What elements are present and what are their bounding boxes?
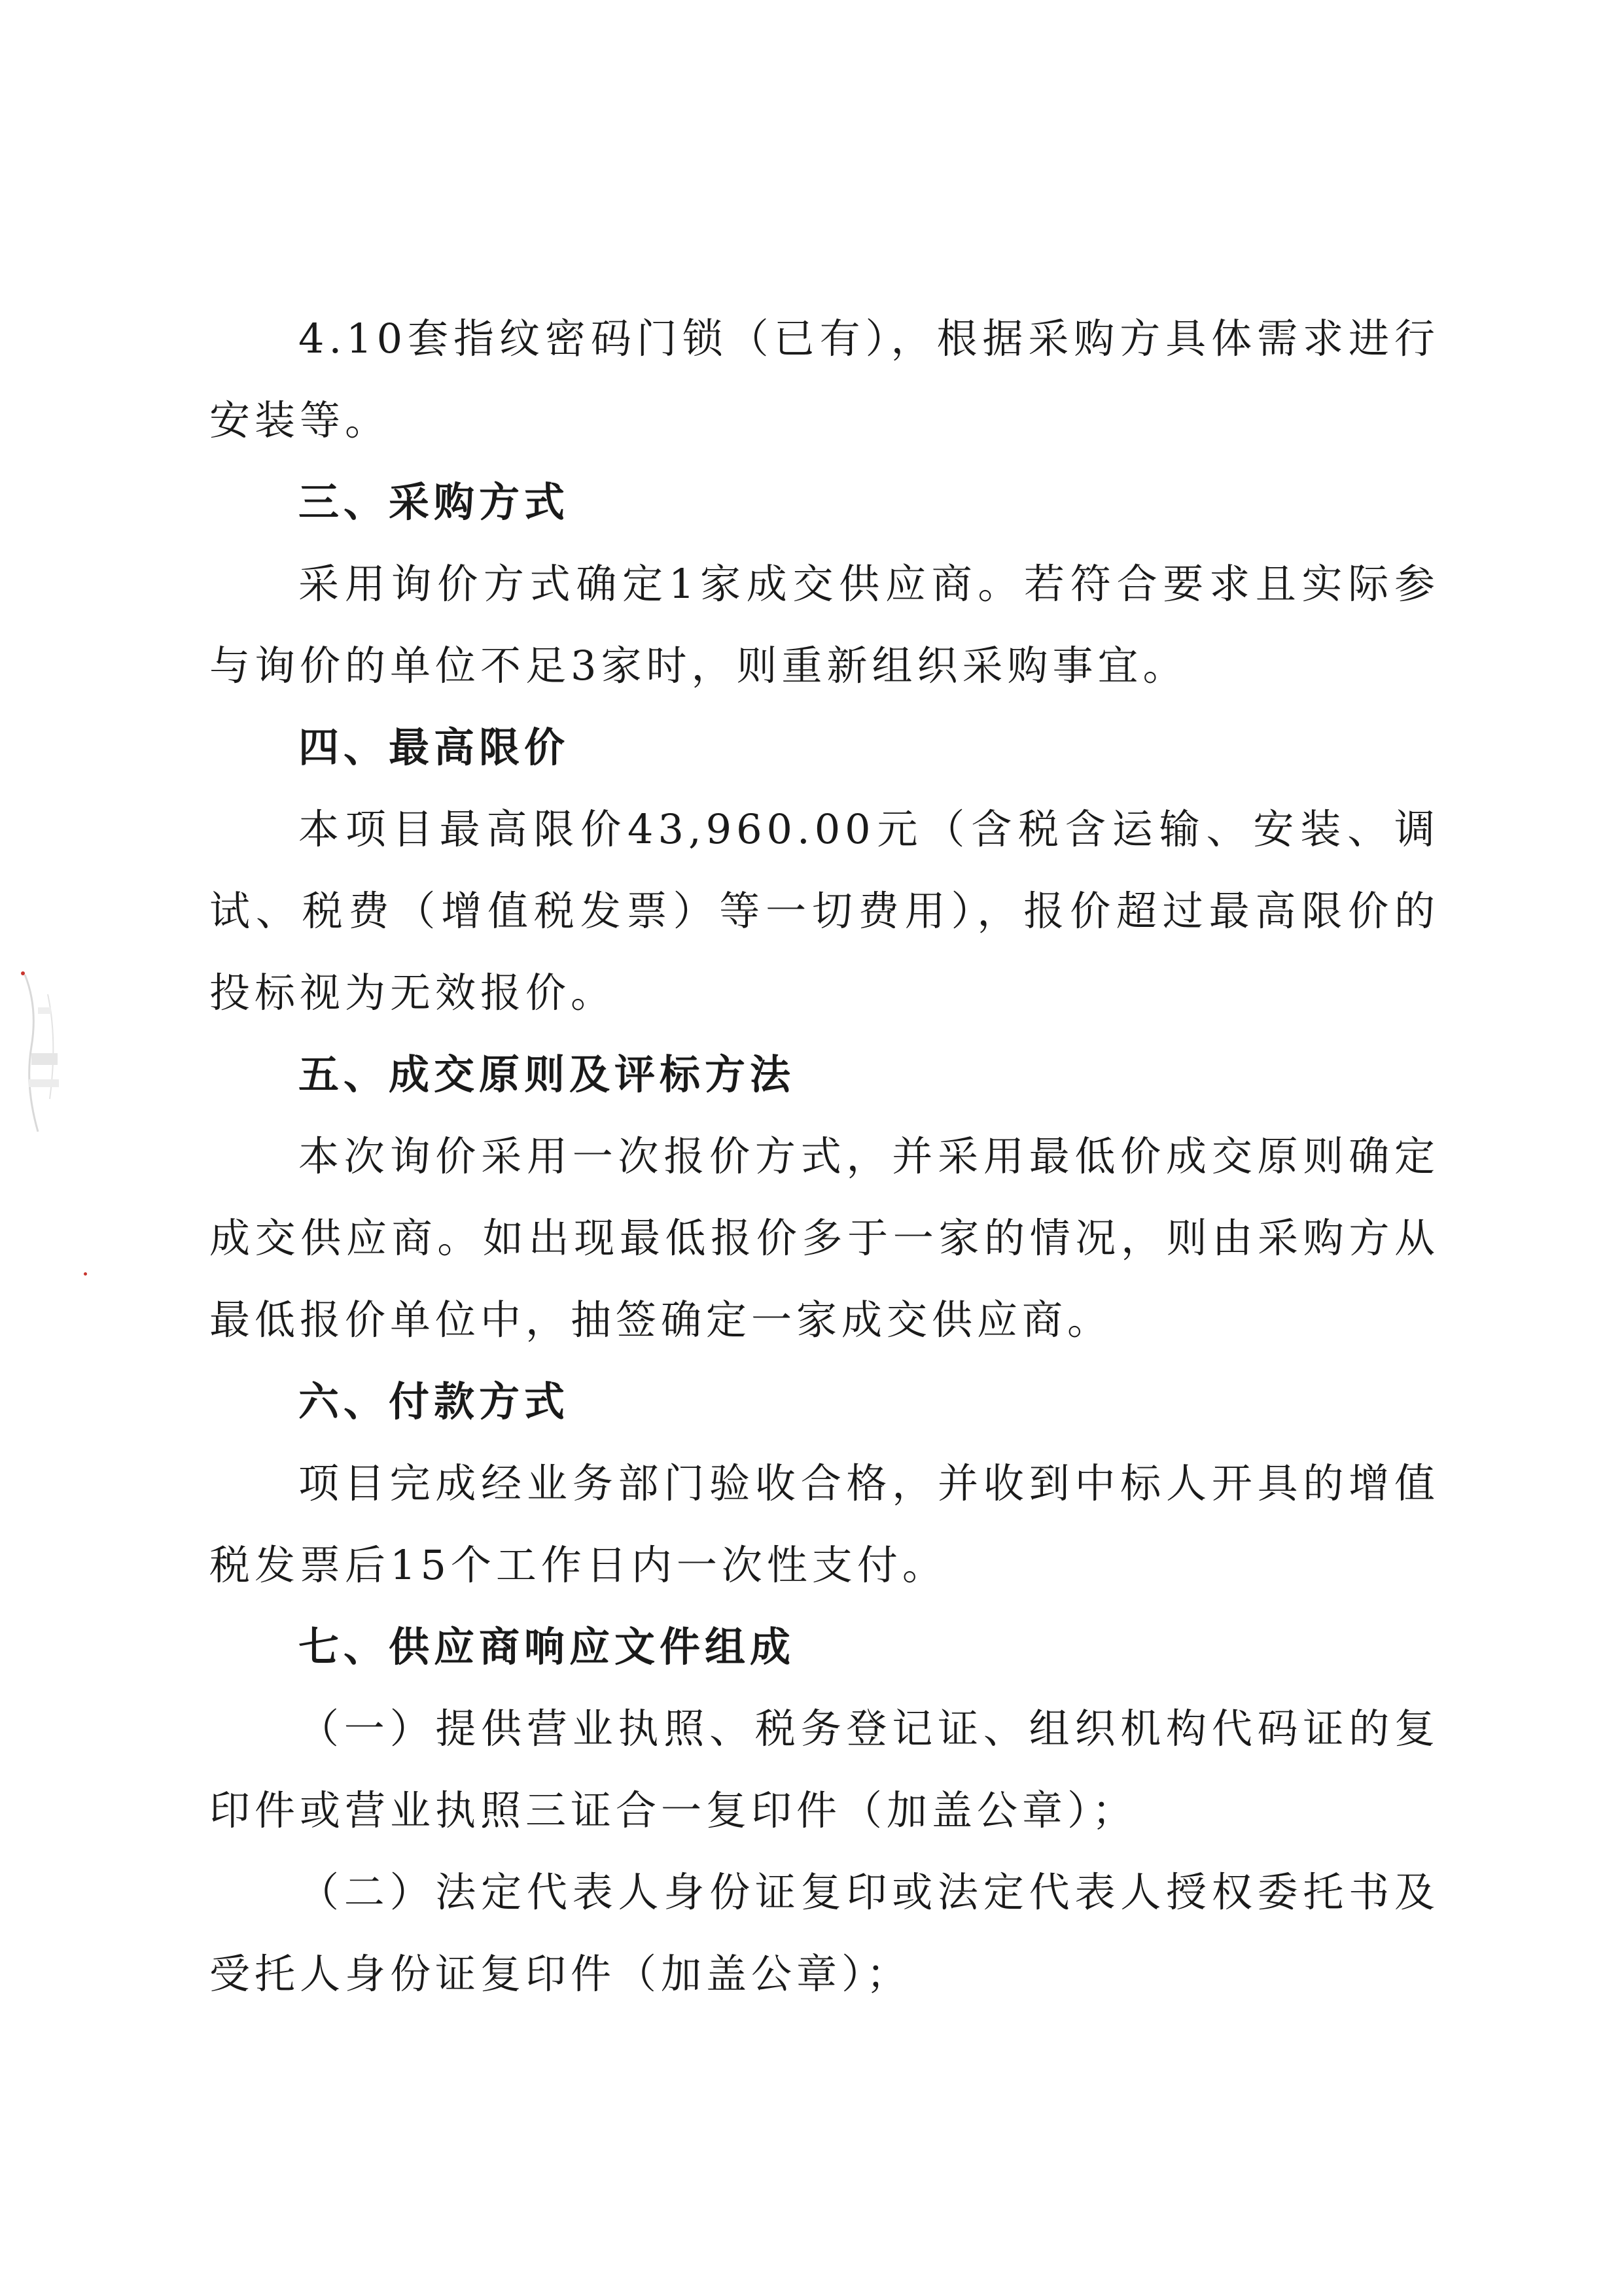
paragraph-door-locks: 4.10套指纹密码门锁（已有），根据采购方具体需求进行安装等。 (209, 315, 1439, 444)
red-mark-dot (21, 971, 25, 975)
heading-procurement-method: 三、采购方式 (298, 478, 570, 526)
red-mark-dot (84, 1272, 87, 1276)
paragraph-business-license: （一）提供营业执照、税务登记证、组织机构代码证的复印件或营业执照三证合一复印件（加盖公章）； (209, 1705, 1439, 1834)
heading-award-principle: 五、成交原则及评标方法 (298, 1051, 796, 1098)
heading-payment-method: 六、付款方式 (298, 1378, 570, 1425)
paragraph-procurement-method: 采用询价方式确定1家成交供应商。若符合要求且实际参与询价的单位不足3家时，则重新组织采购事宜。 (209, 560, 1439, 689)
paragraph-award-principle: 本次询价采用一次报价方式，并采用最低价成交原则确定成交供应商。如出现最低报价多于一家的情况，则由采购方从最低报价单位中，抽签确定一家成交供应商。 (209, 1132, 1439, 1344)
paragraph-legal-representative: （二）法定代表人身份证复印或法定代表人授权委托书及受托人身份证复印件（加盖公章）； (209, 1868, 1439, 1998)
paragraph-max-price: 本项目最高限价43,960.00元（含税含运输、安装、调试、税费（增值税发票）等一切费用），报价超过最高限价的投标视为无效报价。 (209, 805, 1439, 1017)
partial-seal-stamp-icon (12, 968, 84, 1138)
document-body (209, 298, 1439, 2015)
heading-response-documents: 七、供应商响应文件组成 (298, 1623, 796, 1671)
paragraph-payment-method: 项目完成经业务部门验收合格，并收到中标人开具的增值税发票后15个工作日内一次性支付。 (209, 1459, 1439, 1589)
heading-max-price: 四、最高限价 (298, 723, 570, 771)
